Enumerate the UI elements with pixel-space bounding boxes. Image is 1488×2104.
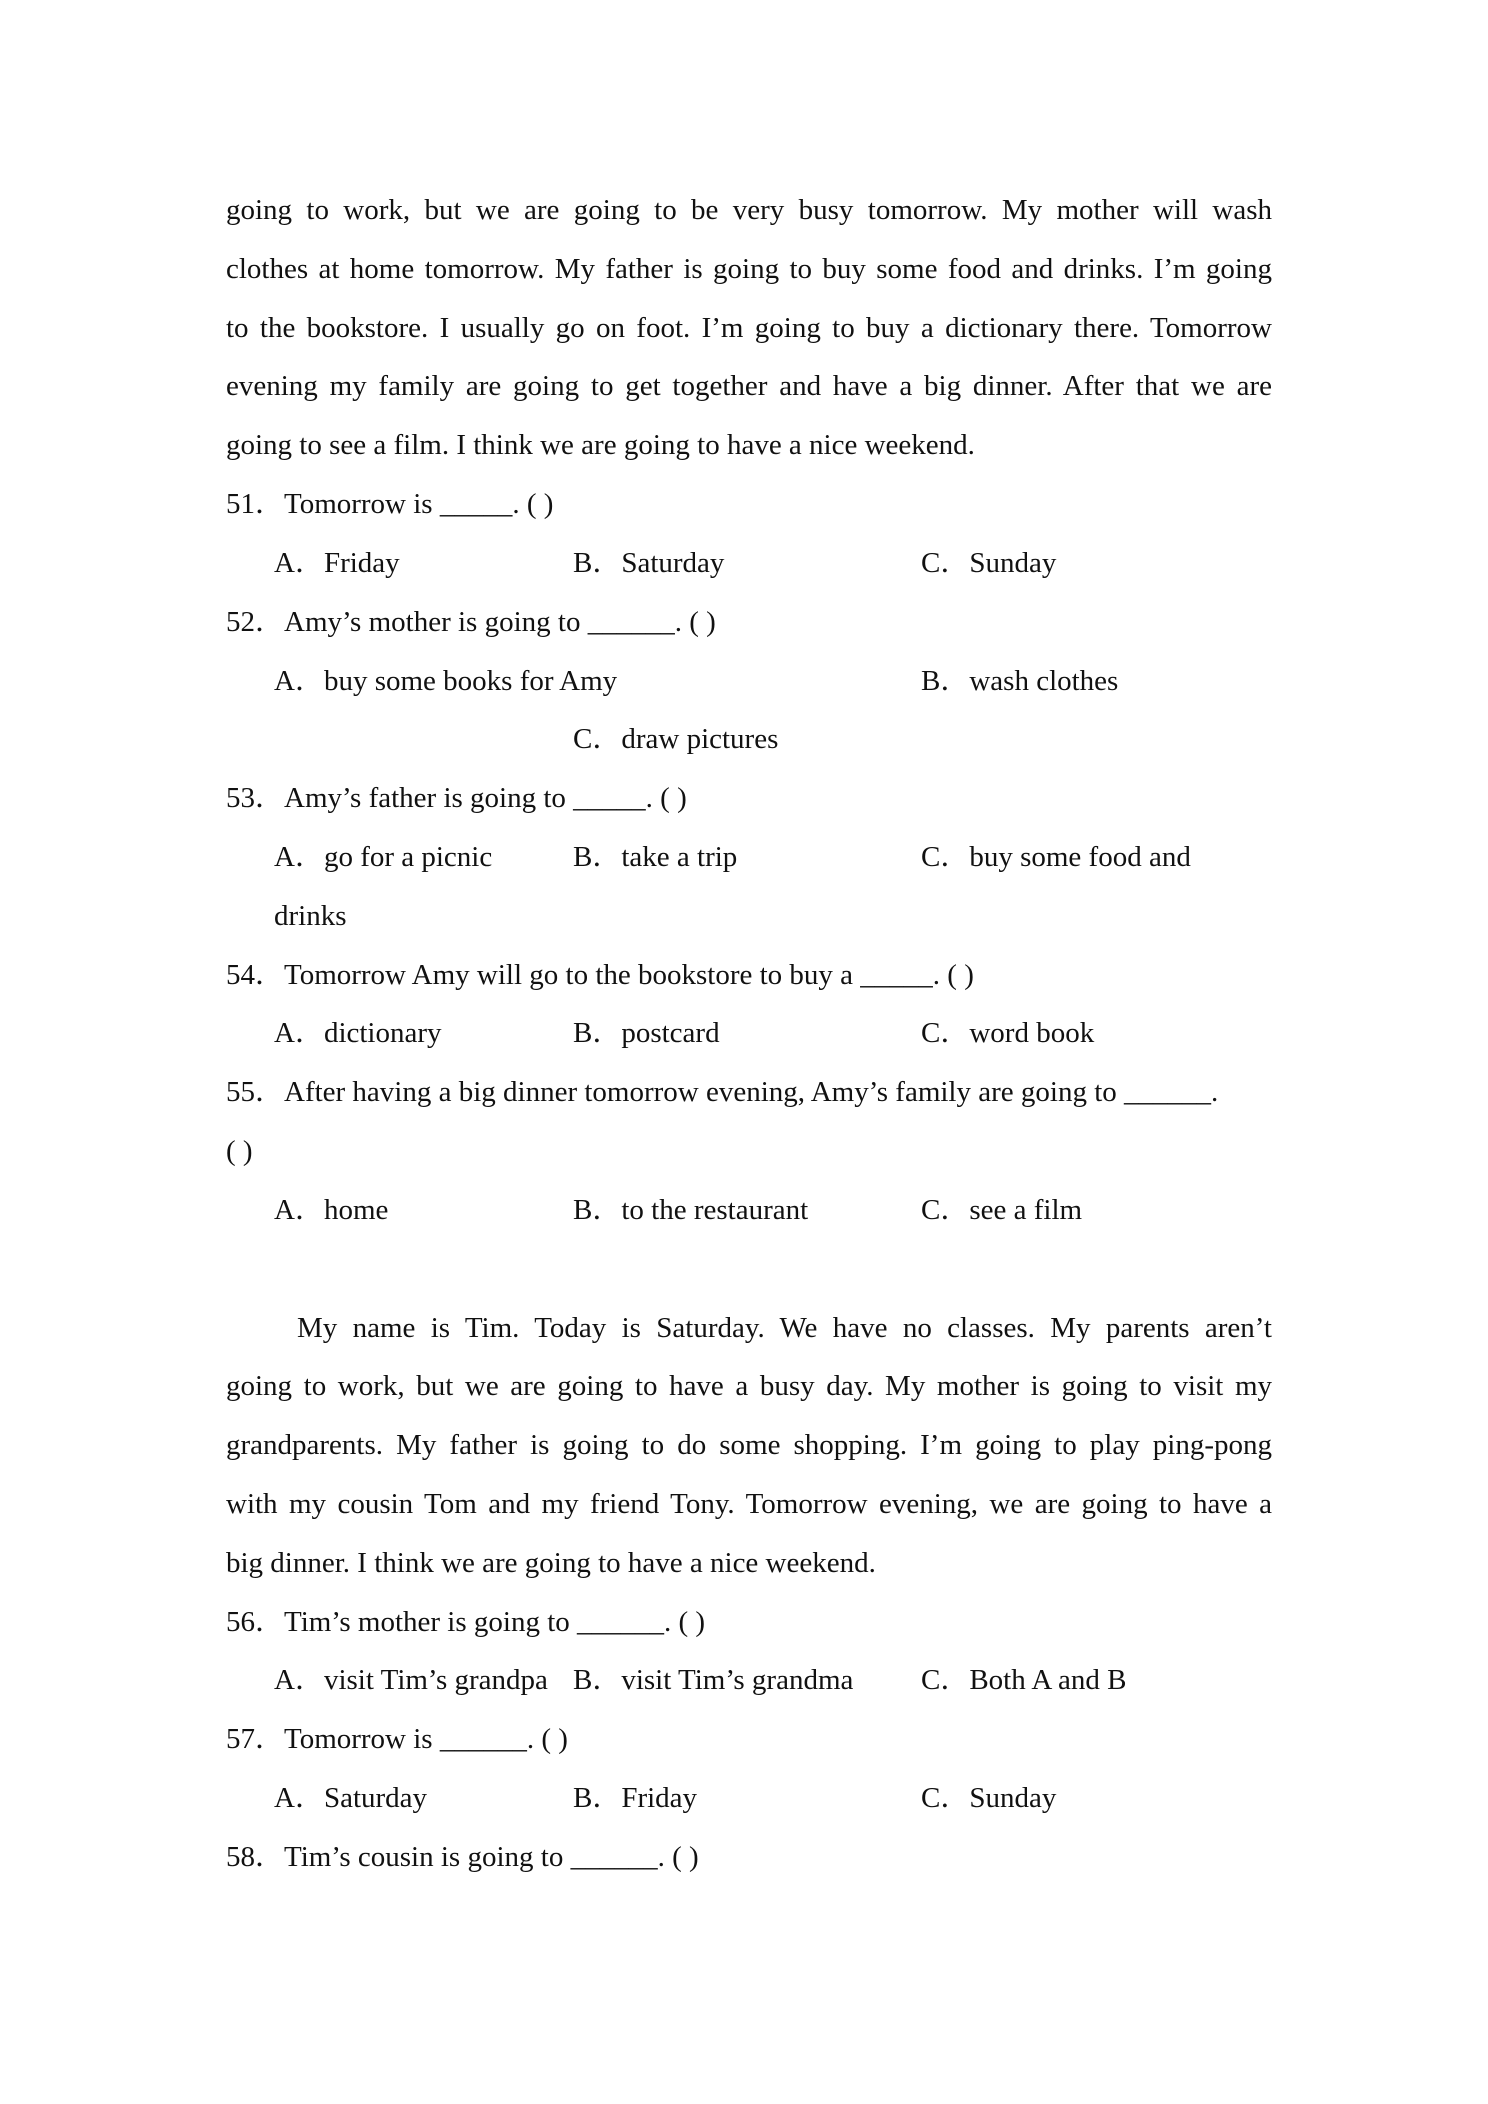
question-text: 51．Tomorrow is _____. ( ) <box>226 488 554 520</box>
option-c: C．word book <box>921 1017 1095 1049</box>
passage-2-line: going to work, but we are going to have a busy day. My mother is going to visit my <box>226 1370 1272 1402</box>
option-c: C．buy some food and <box>921 841 1191 873</box>
question-text: 54．Tomorrow Amy will go to the bookstore to buy a _____. ( ) <box>226 959 974 991</box>
option-a: A．Saturday <box>274 1782 428 1814</box>
question-text: 52．Amy’s mother is going to ______. ( ) <box>226 606 716 638</box>
option-c: C．Both A and B <box>921 1664 1127 1696</box>
question-paren: ( ) <box>226 1135 253 1167</box>
option-b: B．Saturday <box>573 547 725 579</box>
passage-1-line: going to work, but we are going to be very busy tomorrow. My mother will wash <box>226 194 1272 226</box>
option-b: B．to the restaurant <box>573 1194 809 1226</box>
option-c-continuation: drinks <box>274 900 347 932</box>
option-a: A．dictionary <box>274 1017 442 1049</box>
passage-2-line: with my cousin Tom and my friend Tony. Tomorrow evening, we are going to have a <box>226 1488 1272 1520</box>
option-a: A．Friday <box>274 547 400 579</box>
option-b: B．Friday <box>573 1782 698 1814</box>
option-a: A．home <box>274 1194 389 1226</box>
option-a: A．go for a picnic <box>274 841 493 873</box>
option-a: A．visit Tim’s grandpa <box>274 1664 548 1696</box>
option-b: B．visit Tim’s grandma <box>573 1664 854 1696</box>
question-text: 56．Tim’s mother is going to ______. ( ) <box>226 1606 706 1638</box>
option-c: C．draw pictures <box>573 723 779 755</box>
passage-1-line: clothes at home tomorrow. My father is going to buy some food and drinks. I’m going <box>226 253 1272 285</box>
question-text: 58．Tim’s cousin is going to ______. ( ) <box>226 1841 699 1873</box>
question-text: 57．Tomorrow is ______. ( ) <box>226 1723 568 1755</box>
passage-1-line: going to see a film. I think we are going to have a nice weekend. <box>226 429 975 461</box>
option-b: B．take a trip <box>573 841 738 873</box>
passage-1-line: to the bookstore. I usually go on foot. I’m going to buy a dictionary there. Tomorrow <box>226 312 1272 344</box>
passage-1-line: evening my family are going to get together and have a big dinner. After that we are <box>226 370 1272 402</box>
passage-2-line: grandparents. My father is going to do some shopping. I’m going to play ping-pong <box>226 1429 1272 1461</box>
passage-2-line: big dinner. I think we are going to have a nice weekend. <box>226 1547 876 1579</box>
passage-2-line: My name is Tim. Today is Saturday. We have no classes. My parents aren’t <box>297 1312 1272 1344</box>
option-b: B．postcard <box>573 1017 720 1049</box>
option-c: C．Sunday <box>921 547 1057 579</box>
option-a: A．buy some books for Amy <box>274 665 618 697</box>
option-c: C．see a film <box>921 1194 1083 1226</box>
question-text: 53．Amy’s father is going to _____. ( ) <box>226 782 687 814</box>
question-text: 55．After having a big dinner tomorrow evening, Amy’s family are going to ______. <box>226 1076 1219 1108</box>
option-b: B．wash clothes <box>921 665 1119 697</box>
option-c: C．Sunday <box>921 1782 1057 1814</box>
